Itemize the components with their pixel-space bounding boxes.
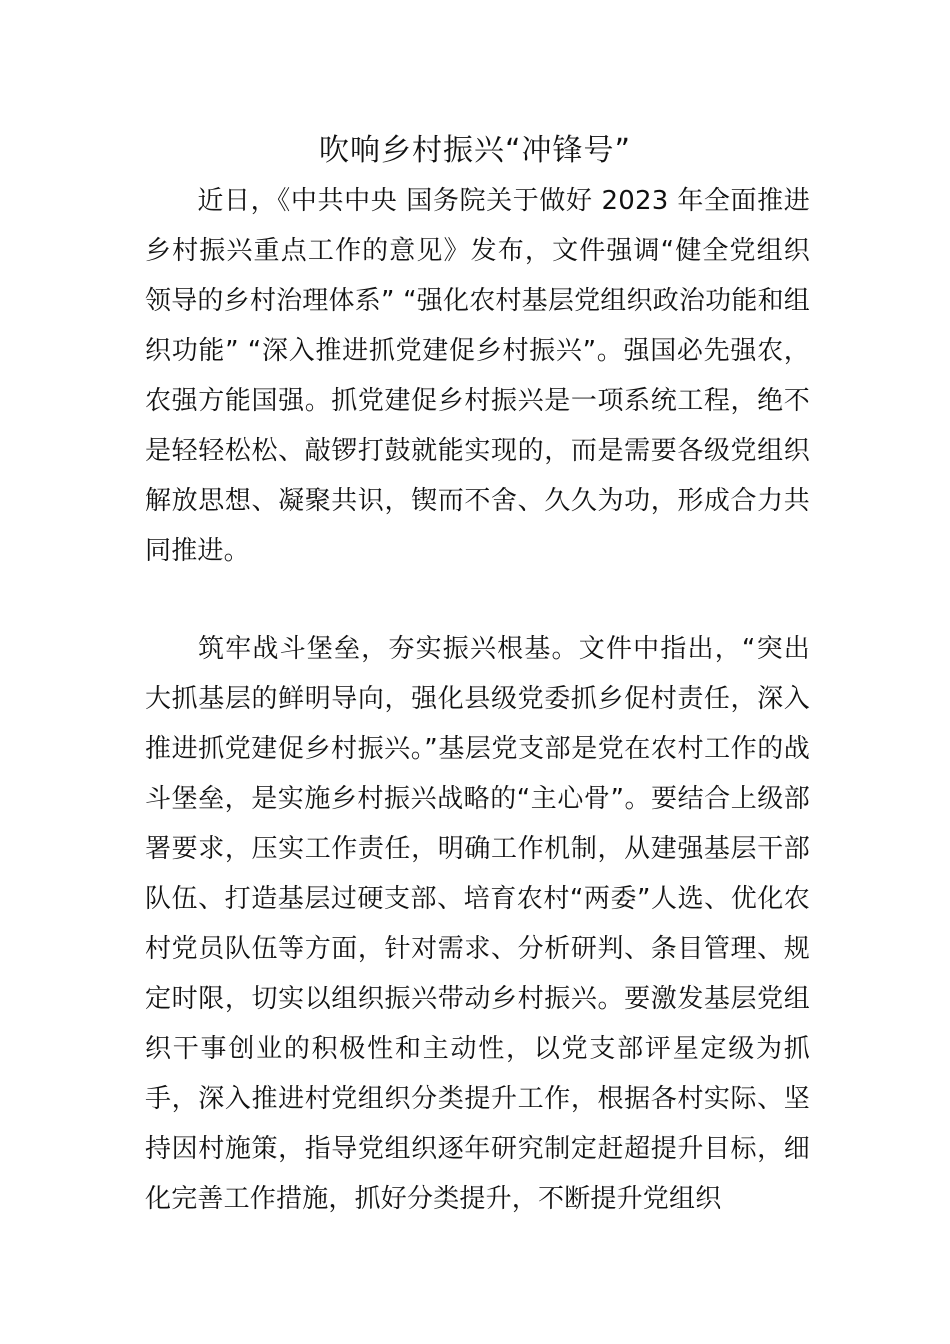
paragraph-1-text: 近日，《中共中央 国务院关于做好 2023 年全面推进乡村振兴重点工作的意见》发布，文件强调“健全党组织领导的乡村治理体系” “强化农村基层党组织政治功能和组织功能” “深入推进抓党建促乡村振兴”。强国必先强农，农强方能国强。抓党建促乡村振兴是一项系统工程，绝不是轻轻松松、敲锣打鼓就能实现的，而是需要各级党组织解放思想、凝聚共识，锲而不舍、久久为功，形成合力共同推进。: [145, 186, 810, 566]
paragraph-2: [145, 624, 810, 1224]
paragraph-2-text: 筑牢战斗堡垒，夯实振兴根基。文件中指出，“突出大抓基层的鲜明导向，强化县级党委抓乡促村责任，深入推进抓党建促乡村振兴。”基层党支部是党在农村工作的战斗堡垒，是实施乡村振兴战略的“主心骨”。要结合上级部署要求，压实工作责任，明确工作机制，从建强基层干部队伍、打造基层过硬支部、培育农村“两委”人选、优化农村党员队伍等方面，针对需求、分析研判、条目管理、规定时限，切实以组织振兴带动乡村振兴。要激发基层党组织干事创业的积极性和主动性，以党支部评星定级为抓手，深入推进村党组织分类提升工作，根据各村实际、坚持因村施策，指导党组织逐年研究制定赶超提升目标，细化完善工作措施，抓好分类提升，不断提升党组织: [145, 634, 810, 1214]
paragraph-1: [145, 176, 810, 576]
document-title: 吹响乡村振兴“冲锋号”: [318, 133, 632, 168]
